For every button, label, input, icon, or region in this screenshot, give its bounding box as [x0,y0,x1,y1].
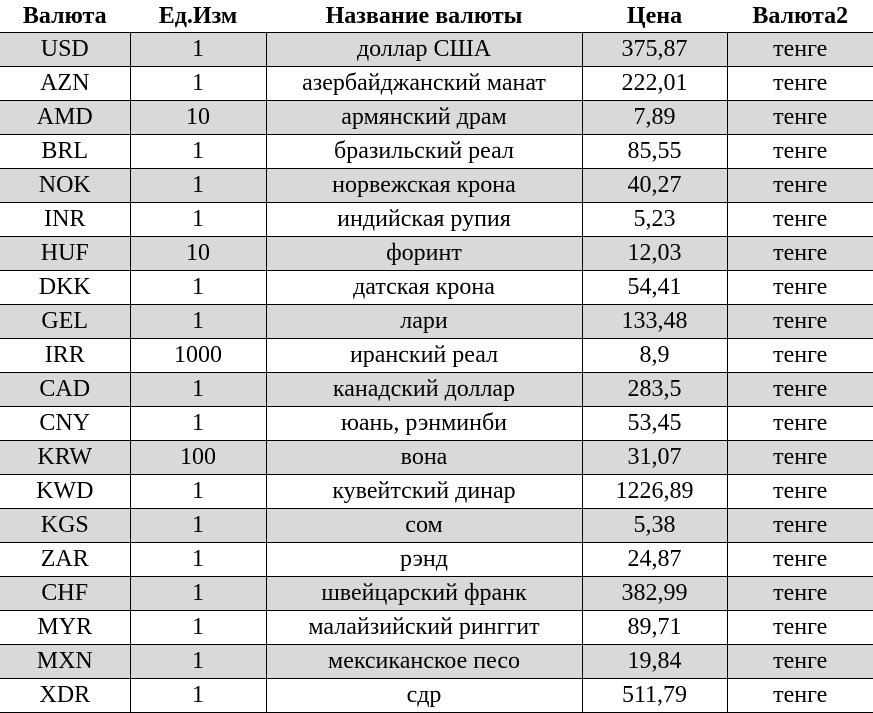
cell-currency2: тенге [727,203,873,237]
cell-unit: 1 [130,543,266,577]
cell-currency2: тенге [727,475,873,509]
cell-unit: 1 [130,475,266,509]
cell-currency-code: GEL [0,305,130,339]
cell-unit: 1000 [130,339,266,373]
cell-currency2: тенге [727,169,873,203]
cell-unit: 1 [130,169,266,203]
cell-currency-name: кувейтский динар [266,475,582,509]
cell-price: 53,45 [582,407,727,441]
cell-currency-name: иранский реал [266,339,582,373]
cell-price: 375,87 [582,33,727,67]
cell-price: 1226,89 [582,475,727,509]
cell-currency-name: канадский доллар [266,373,582,407]
table-row [0,611,873,645]
table-row [0,679,873,713]
cell-currency-name: форинт [266,237,582,271]
cell-currency2: тенге [727,577,873,611]
cell-price: 511,79 [582,679,727,713]
cell-currency2: тенге [727,305,873,339]
cell-price: 40,27 [582,169,727,203]
cell-price: 283,5 [582,373,727,407]
header-currency2: Валюта2 [727,0,873,33]
cell-currency-name: вона [266,441,582,475]
table-row [0,407,873,441]
cell-currency-name: датская крона [266,271,582,305]
cell-price: 24,87 [582,543,727,577]
table-row [0,645,873,679]
cell-currency-name: малайзийский ринггит [266,611,582,645]
header-unit: Ед.Изм [130,0,266,33]
cell-currency-name: рэнд [266,543,582,577]
cell-price: 31,07 [582,441,727,475]
table-row [0,305,873,339]
cell-currency2: тенге [727,135,873,169]
cell-currency-code: DKK [0,271,130,305]
cell-currency-code: IRR [0,339,130,373]
cell-currency-name: азербайджанский манат [266,67,582,101]
cell-currency-code: KRW [0,441,130,475]
cell-unit: 1 [130,577,266,611]
cell-currency2: тенге [727,679,873,713]
cell-currency-name: швейцарский франк [266,577,582,611]
table-row [0,67,873,101]
cell-currency-code: CHF [0,577,130,611]
cell-currency-code: AMD [0,101,130,135]
cell-price: 12,03 [582,237,727,271]
cell-currency-code: ZAR [0,543,130,577]
cell-currency-name: сдр [266,679,582,713]
cell-currency-name: лари [266,305,582,339]
table-row [0,33,873,67]
cell-price: 133,48 [582,305,727,339]
header-currency-name: Название валюты [266,0,582,33]
cell-currency-code: CAD [0,373,130,407]
cell-currency2: тенге [727,67,873,101]
cell-price: 222,01 [582,67,727,101]
cell-currency-name: юань, рэнминби [266,407,582,441]
header-currency-code: Валюта [0,0,130,33]
cell-unit: 1 [130,509,266,543]
cell-currency2: тенге [727,645,873,679]
cell-currency2: тенге [727,33,873,67]
cell-currency-name: мексиканское песо [266,645,582,679]
table-row [0,509,873,543]
cell-unit: 1 [130,135,266,169]
cell-currency-name: сом [266,509,582,543]
cell-currency-code: CNY [0,407,130,441]
cell-currency-code: NOK [0,169,130,203]
cell-unit: 1 [130,645,266,679]
header-price: Цена [582,0,727,33]
cell-unit: 1 [130,407,266,441]
table-row [0,135,873,169]
cell-currency2: тенге [727,101,873,135]
cell-price: 54,41 [582,271,727,305]
cell-currency2: тенге [727,237,873,271]
cell-currency-name: индийская рупия [266,203,582,237]
cell-currency-code: KGS [0,509,130,543]
cell-currency-code: MXN [0,645,130,679]
cell-currency2: тенге [727,407,873,441]
cell-price: 5,23 [582,203,727,237]
cell-currency-code: XDR [0,679,130,713]
table-row [0,237,873,271]
table-row [0,339,873,373]
table-row [0,475,873,509]
cell-currency-code: HUF [0,237,130,271]
cell-unit: 10 [130,237,266,271]
cell-currency-code: BRL [0,135,130,169]
table-row [0,271,873,305]
cell-price: 382,99 [582,577,727,611]
cell-currency-code: USD [0,33,130,67]
table-row [0,169,873,203]
cell-unit: 1 [130,305,266,339]
table-row [0,373,873,407]
cell-currency-code: AZN [0,67,130,101]
cell-currency2: тенге [727,373,873,407]
cell-unit: 1 [130,33,266,67]
cell-price: 8,9 [582,339,727,373]
cell-unit: 1 [130,203,266,237]
cell-price: 5,38 [582,509,727,543]
cell-price: 19,84 [582,645,727,679]
cell-currency-code: KWD [0,475,130,509]
cell-price: 7,89 [582,101,727,135]
cell-currency2: тенге [727,339,873,373]
cell-currency2: тенге [727,543,873,577]
table-body [0,33,873,713]
cell-currency2: тенге [727,611,873,645]
cell-unit: 1 [130,611,266,645]
header-row [0,0,873,33]
cell-unit: 10 [130,101,266,135]
cell-currency-name: бразильский реал [266,135,582,169]
table-row [0,577,873,611]
cell-currency2: тенге [727,441,873,475]
cell-price: 85,55 [582,135,727,169]
table-row [0,203,873,237]
table-row [0,543,873,577]
table-row [0,441,873,475]
cell-unit: 100 [130,441,266,475]
cell-currency-code: MYR [0,611,130,645]
cell-price: 89,71 [582,611,727,645]
cell-currency-code: INR [0,203,130,237]
cell-unit: 1 [130,67,266,101]
cell-currency2: тенге [727,271,873,305]
cell-currency-name: доллар США [266,33,582,67]
cell-currency-name: армянский драм [266,101,582,135]
cell-currency2: тенге [727,509,873,543]
table-header [0,0,873,33]
cell-unit: 1 [130,373,266,407]
cell-currency-name: норвежская крона [266,169,582,203]
cell-unit: 1 [130,679,266,713]
table-row [0,101,873,135]
cell-unit: 1 [130,271,266,305]
